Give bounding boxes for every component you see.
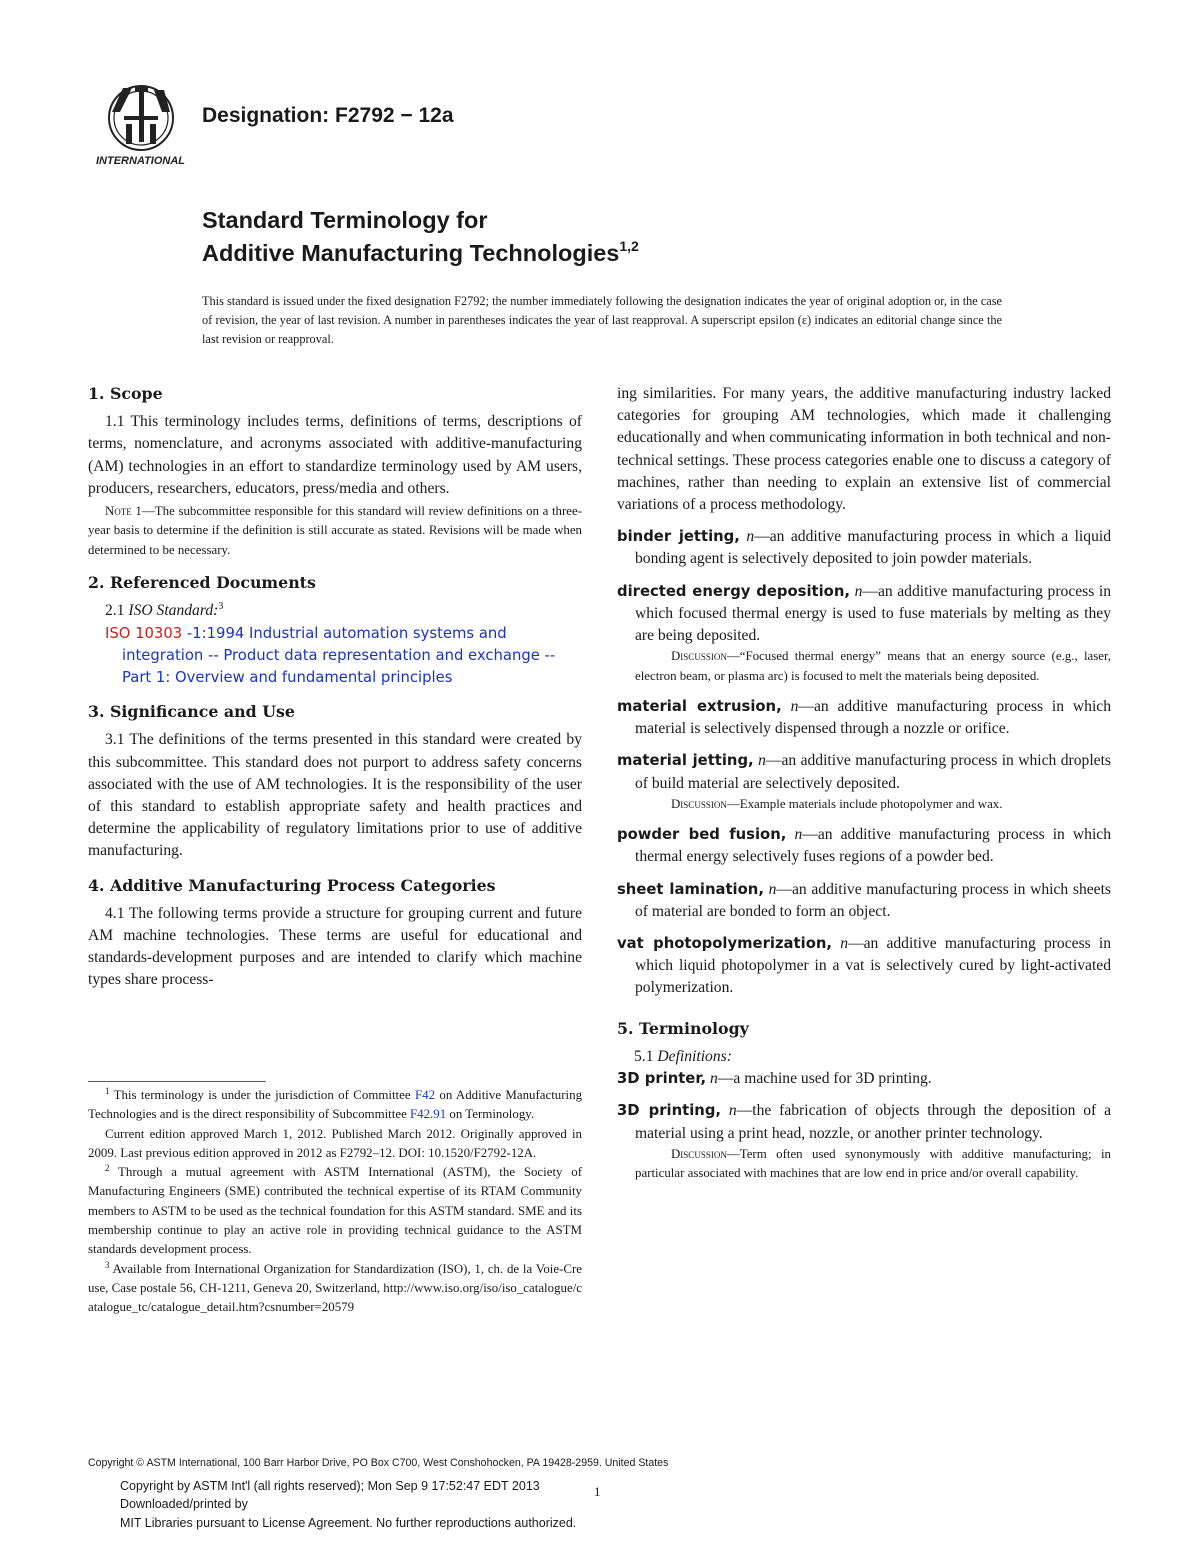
footnote-1-text-a: This terminology is under the jurisdiction of Committee (109, 1088, 415, 1102)
discussion-label: Discussion (671, 1146, 727, 1161)
footnote-1 (88, 1086, 582, 1125)
section-5-1-text: Definitions: (657, 1047, 732, 1065)
section-5-1 (617, 1046, 1111, 1068)
discussion-text: —“Focused thermal energy” means that an energy source (e.g., laser, electron beam, or plasma arc) is focused to melt the materials being deposited. (635, 649, 1111, 683)
term-pos: n (746, 528, 755, 546)
note-label: Note 1 (105, 504, 142, 519)
term-pos: n (768, 880, 777, 898)
section-2-1 (88, 600, 582, 622)
term-directed-energy-deposition (617, 581, 1111, 648)
term-binder-jetting (617, 526, 1111, 570)
section-2-1-number: 2.1 (105, 602, 129, 620)
discussion-label: Discussion (671, 649, 727, 664)
term-pos: n (854, 582, 863, 600)
footnote-1-marker: 1 (105, 1086, 110, 1096)
term-name: 3D printer, (617, 1070, 707, 1088)
section-5-heading: 5. Terminology (617, 1018, 749, 1038)
term-3d-printing (617, 1100, 1111, 1144)
term-definition: —an additive manufacturing process in which thermal energy selectively fuses regions of a powder bed. (635, 826, 1112, 866)
term-pos: n (794, 826, 803, 844)
term-pos: n (728, 1102, 737, 1120)
iso-reference-id[interactable]: ISO 10303 (105, 624, 183, 642)
term-material-extrusion (617, 696, 1111, 740)
term-definition: —an additive manufacturing process in which liquid photopolymer in a vat is selectively cured by light-activated polymerization. (635, 935, 1111, 997)
discussion-text: —Term often used synonymously with additive manufacturing; in particular associated with machines that are low end in price and/or overall capability. (635, 1146, 1111, 1181)
footnote-2 (88, 1163, 582, 1259)
term-definition: —an additive manufacturing process in which material is selectively dispensed through a nozzle or orifice. (635, 698, 1112, 738)
term-name: material jetting, (617, 752, 754, 770)
section-5-1-number: 5.1 (634, 1047, 658, 1065)
term-definition: —an additive manufacturing process in which sheets of material are bonded to form an object. (635, 880, 1111, 920)
section-4-heading: 4. Additive Manufacturing Process Categories (88, 875, 496, 895)
section-2-1-footnote-ref: 3 (218, 601, 224, 613)
discussion-3d-printing (617, 1145, 1111, 1184)
copyright-notice: Copyright © ASTM International, 100 Barr Harbor Drive, PO Box C700, West Conshohocken, PA 19428-2959. United States (88, 1457, 669, 1469)
download-stamp-line-1: Copyright by ASTM Int'l (all rights reserved); Mon Sep 9 17:52:47 EDT 2013 (120, 1479, 540, 1493)
left-column (88, 383, 582, 992)
title-footnote-ref: 1,2 (619, 238, 639, 254)
term-name: binder jetting, (617, 528, 740, 546)
term-name: directed energy deposition, (617, 582, 850, 600)
iso-reference-text[interactable]: -1:1994 Industrial automation systems and integration -- Product data representation and exchange -- Part 1: Overview and fundamental principles (122, 624, 556, 687)
section-1-heading: 1. Scope (88, 384, 163, 403)
term-pos: n (758, 752, 766, 770)
term-definition: —a machine used for 3D printing. (717, 1070, 932, 1088)
footnote-3-marker: 3 (105, 1259, 110, 1270)
issuance-note: This standard is issued under the fixed designation F2792; the number immediately following the designation indicates the year of original adoption or, in the case of revision, the year of last revision. A number in parentheses indicates the year of last reapproval. A superscript epsilon (ε) indicates an editorial change since the last revision or reapproval. (202, 294, 1002, 346)
footnote-1-text-c: on Terminology. (446, 1107, 535, 1122)
term-name: 3D printing, (617, 1102, 722, 1120)
term-definition: —an additive manufacturing process in which focused thermal energy is used to fuse materials by melting as they are being deposited. (635, 582, 1111, 645)
discussion-label: Discussion (671, 796, 727, 811)
term-vat-photopolymerization (617, 933, 1111, 1000)
footnote-2-marker: 2 (105, 1163, 110, 1174)
footnote-divider (88, 1081, 266, 1082)
section-4-1: 4.1 The following terms provide a structure for grouping current and future AM machine technologies. These terms are useful for educational and standards-development purposes and are intended to clarify which machine types share process- (88, 904, 582, 989)
term-name: powder bed fusion, (617, 826, 787, 844)
term-definition: —an additive manufacturing process in which droplets of build material are selectively deposited. (635, 752, 1111, 792)
discussion-material-jetting (617, 795, 1111, 814)
section-2-1-text: ISO Standard: (128, 602, 219, 620)
note-1 (88, 502, 582, 560)
term-material-jetting (617, 750, 1111, 794)
document-title (202, 204, 639, 270)
right-column (617, 383, 1111, 1184)
note-text: —The subcommittee responsible for this standard will review definitions on a three-year basis to determine if the definition is still accurate as stated. Revisions will be made when determined to be necessary. (88, 504, 582, 557)
astm-logo-graphic (88, 82, 194, 174)
astm-logo (88, 82, 194, 174)
term-3d-printer (617, 1068, 1111, 1090)
section-1-1: 1.1 This terminology includes terms, definitions of terms, descriptions of terms, nomenclature, and acronyms associated with additive-manufacturing (AM) technologies in an effort to standardize terminology used by AM users, producers, researchers, educators, press/media and others. (88, 413, 582, 497)
discussion-directed-energy-deposition (617, 647, 1111, 686)
footnote-2-text: Through a mutual agreement with ASTM International (ASTM), the Society of Manufacturing Engineers (SME) contributed the technical expertise of its RTAM Community members to ASTM to be used as the technical foundation for this ASTM standard. SME and its membership continue to play an active role in providing technical guidance to the ASTM standards development process. (88, 1165, 582, 1257)
section-3-1: 3.1 The definitions of the terms presented in this standard were created by this subcommittee. This standard does not purport to address safety concerns associated with the use of AM technologies. It is the responsibility of the user of this standard to establish appropriate safety and health practices and determine the applicability of regulatory limitations prior to use of additive manufacturing. (88, 731, 582, 860)
section-2-heading: 2. Referenced Documents (88, 573, 316, 593)
term-sheet-lamination (617, 879, 1111, 923)
page-number: 1 (594, 1484, 601, 1499)
footnote-1-edition: Current edition approved March 1, 2012. Published March 2012. Originally approved in 2009. Last previous edition approved in 2012 as F2792–12. DOI: 10.1520/F2792-12A. (88, 1126, 582, 1160)
title-line-2-text: Additive Manufacturing Technologies (202, 240, 620, 266)
term-powder-bed-fusion (617, 824, 1111, 868)
committee-f42-link[interactable]: F42 (414, 1088, 436, 1102)
section-3-heading: 3. Significance and Use (88, 702, 295, 722)
footnote-3 (88, 1260, 582, 1318)
download-stamp-line-3: MIT Libraries pursuant to License Agreement. No further reproductions authorized. (120, 1516, 577, 1530)
footnotes (88, 1086, 582, 1318)
term-pos: n (840, 935, 848, 953)
footnote-1-text-b: on Additive Manufacturing Technologies and is the direct responsibility of Subcommittee (88, 1088, 583, 1122)
term-name: sheet lamination, (617, 880, 764, 898)
term-name: vat photopolymerization, (617, 935, 833, 953)
footnote-3-text: Available from International Organization for Standardization (ISO), 1, ch. de la Voie-Creuse, Case postale 56, CH-1211, Geneva 20, Switzerland, http://www.iso.org/iso/iso_catalogue/catalogue_tc/catalogue_detail.htm?csnumber=20579 (88, 1261, 582, 1315)
term-definition: —an additive manufacturing process in which a liquid bonding agent is selectively deposited to join powder materials. (635, 528, 1111, 568)
title-line-2 (202, 237, 639, 270)
subcommittee-f42-91-link[interactable]: F42.91 (410, 1107, 447, 1122)
designation: Designation: F2792 − 12a (202, 104, 454, 127)
iso-reference-link[interactable] (105, 623, 582, 690)
term-name: material extrusion, (617, 698, 782, 716)
term-definition: —the fabrication of objects through the deposition of a material using a print head, nozzle, or another printer technology. (635, 1102, 1111, 1142)
title-line-1: Standard Terminology for (202, 207, 488, 233)
discussion-text: —Example materials include photopolymer and wax. (726, 796, 1003, 811)
term-pos: n (790, 698, 799, 716)
logo-international-text: INTERNATIONAL (96, 155, 186, 167)
section-4-1-continued: ing similarities. For many years, the additive manufacturing industry lacked categories for grouping AM technologies, which made it challenging educationally and when communicating information in both technical and non-technical settings. These process categories enable one to discuss a category of machines, rather than needing to explain an extensive list of commercial variations of a process methodology. (617, 385, 1111, 514)
term-pos: n (709, 1070, 718, 1088)
download-stamp-line-2: Downloaded/printed by (120, 1497, 248, 1511)
